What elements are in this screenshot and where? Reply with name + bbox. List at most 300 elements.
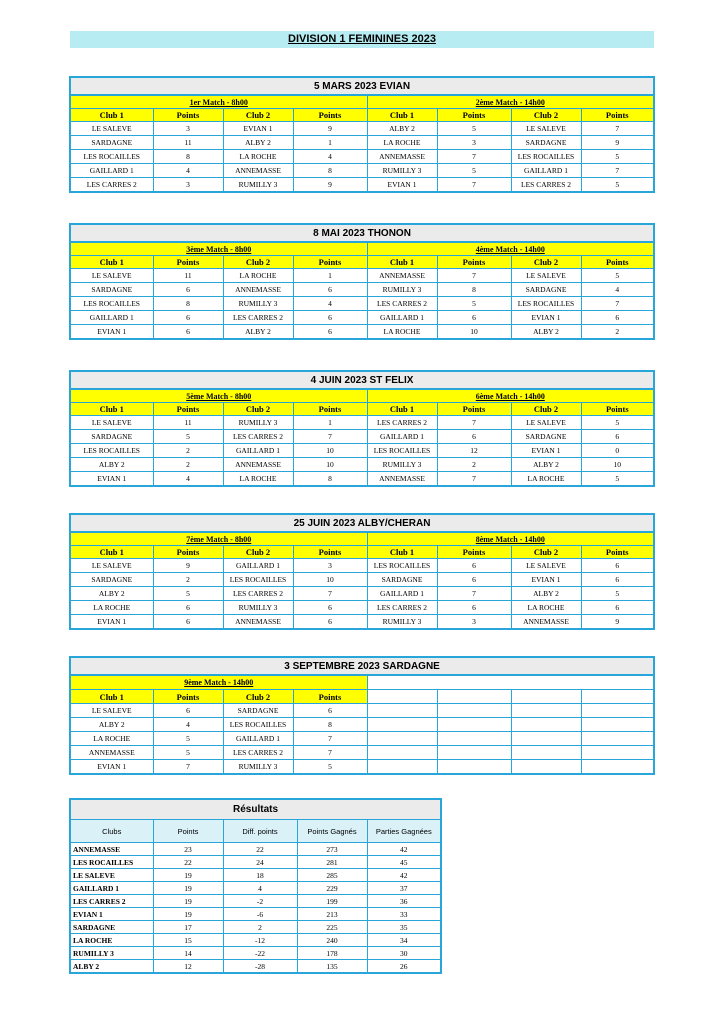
club-cell: ANNEMASSE (511, 615, 581, 630)
club-cell: LES CARRES 2 (223, 311, 293, 325)
results-title: Résultats (70, 799, 441, 820)
club-cell: GAILLARD 1 (367, 430, 437, 444)
points-cell: 6 (581, 573, 654, 587)
club-cell: RUMILLY 3 (223, 760, 293, 775)
points-cell: 6 (153, 283, 223, 297)
points-cell: 6 (581, 559, 654, 573)
club-cell: LES ROCAILLES (511, 150, 581, 164)
column-header: Points (581, 403, 654, 416)
match-row (70, 732, 654, 746)
club-cell: GAILLARD 1 (223, 444, 293, 458)
points-cell: 6 (293, 615, 367, 630)
points-cell: 1 (293, 416, 367, 430)
club-cell: ALBY 2 (223, 325, 293, 340)
points-cell: 7 (437, 269, 511, 283)
points-cell: 5 (437, 297, 511, 311)
points-cell: 10 (581, 458, 654, 472)
club-cell (367, 760, 437, 775)
points-cell: 5 (581, 416, 654, 430)
points-cell: 6 (153, 311, 223, 325)
club-cell: EVIAN 1 (511, 311, 581, 325)
results-value: 42 (367, 843, 441, 856)
column-header: Club 2 (223, 256, 293, 269)
club-cell: LES ROCAILLES (367, 559, 437, 573)
match-title: 9ème Match - 14h00 (70, 675, 367, 690)
club-cell: GAILLARD 1 (70, 164, 153, 178)
match-title: 2ème Match - 14h00 (367, 95, 654, 109)
club-cell (367, 732, 437, 746)
match-row (70, 269, 654, 283)
club-cell: LA ROCHE (70, 732, 153, 746)
round-date-header: 4 JUIN 2023 ST FELIX (70, 371, 654, 389)
results-value: 22 (153, 856, 223, 869)
results-value: 17 (153, 921, 223, 934)
column-header: Points (153, 690, 223, 704)
points-cell: 6 (437, 311, 511, 325)
points-cell: 10 (293, 458, 367, 472)
results-row (70, 895, 441, 908)
results-value: 2 (223, 921, 297, 934)
club-cell (367, 746, 437, 760)
club-cell (511, 718, 581, 732)
column-header: Points (153, 546, 223, 559)
points-cell: 6 (293, 283, 367, 297)
match-title: 7ème Match - 8h00 (70, 532, 367, 546)
points-cell: 8 (437, 283, 511, 297)
points-cell: 6 (581, 601, 654, 615)
results-row (70, 960, 441, 974)
club-cell: EVIAN 1 (511, 573, 581, 587)
points-cell: 6 (153, 704, 223, 718)
club-cell: RUMILLY 3 (223, 416, 293, 430)
club-cell: GAILLARD 1 (223, 732, 293, 746)
club-cell: ALBY 2 (70, 718, 153, 732)
results-value: 26 (367, 960, 441, 974)
points-cell: 5 (437, 122, 511, 136)
points-cell: 7 (437, 587, 511, 601)
points-cell: 7 (437, 416, 511, 430)
club-cell: LES ROCAILLES (511, 297, 581, 311)
club-cell: SARDAGNE (511, 136, 581, 150)
points-cell: 6 (437, 559, 511, 573)
match-row (70, 444, 654, 458)
club-cell: ANNEMASSE (223, 283, 293, 297)
points-cell: 3 (437, 136, 511, 150)
points-cell: 7 (293, 430, 367, 444)
club-cell: LES CARRES 2 (367, 297, 437, 311)
club-cell: SARDAGNE (70, 430, 153, 444)
results-club: RUMILLY 3 (70, 947, 153, 960)
club-cell: SARDAGNE (70, 573, 153, 587)
column-header: Points (293, 109, 367, 122)
club-cell: RUMILLY 3 (223, 297, 293, 311)
match-row (70, 601, 654, 615)
club-cell (511, 704, 581, 718)
club-cell: GAILLARD 1 (70, 311, 153, 325)
results-club: ANNEMASSE (70, 843, 153, 856)
points-cell: 6 (153, 601, 223, 615)
club-cell: LE SALEVE (511, 416, 581, 430)
results-row (70, 856, 441, 869)
points-cell: 8 (293, 164, 367, 178)
club-cell: LES ROCAILLES (223, 718, 293, 732)
column-header: Club 2 (223, 109, 293, 122)
club-cell: SARDAGNE (511, 430, 581, 444)
column-header: Points (437, 109, 511, 122)
club-cell: RUMILLY 3 (223, 601, 293, 615)
column-header: Club 1 (70, 256, 153, 269)
club-cell: LES CARRES 2 (511, 178, 581, 193)
points-cell: 8 (153, 150, 223, 164)
club-cell: GAILLARD 1 (367, 311, 437, 325)
points-cell: 1 (293, 136, 367, 150)
column-header: Club 1 (70, 403, 153, 416)
points-cell: 10 (293, 444, 367, 458)
column-header: Club 2 (223, 546, 293, 559)
column-header: Points (437, 403, 511, 416)
club-cell: SARDAGNE (70, 283, 153, 297)
column-header: Club 1 (367, 546, 437, 559)
match-row (70, 122, 654, 136)
points-cell: 4 (581, 283, 654, 297)
match-row (70, 150, 654, 164)
column-header: Points (581, 546, 654, 559)
round-date-header: 5 MARS 2023 EVIAN (70, 77, 654, 95)
points-cell: 7 (293, 587, 367, 601)
results-row (70, 921, 441, 934)
match-row (70, 164, 654, 178)
round-date-header: 25 JUIN 2023 ALBY/CHERAN (70, 514, 654, 532)
club-cell: LES CARRES 2 (223, 587, 293, 601)
points-cell: 5 (293, 760, 367, 775)
club-cell: LES ROCAILLES (223, 573, 293, 587)
results-value: 30 (367, 947, 441, 960)
club-cell: SARDAGNE (223, 704, 293, 718)
club-cell: ALBY 2 (511, 587, 581, 601)
column-header: Points (437, 546, 511, 559)
column-header: Points (153, 109, 223, 122)
match-row (70, 573, 654, 587)
points-cell: 6 (293, 325, 367, 340)
match-title: 4ème Match - 14h00 (367, 242, 654, 256)
match-row (70, 718, 654, 732)
points-cell (437, 760, 511, 775)
match-row (70, 615, 654, 630)
club-cell: LES CARRES 2 (367, 601, 437, 615)
club-cell: LE SALEVE (511, 122, 581, 136)
results-value: 273 (297, 843, 367, 856)
results-value: 12 (153, 960, 223, 974)
column-header: Points (293, 690, 367, 704)
results-value: 4 (223, 882, 297, 895)
match-title: 1er Match - 8h00 (70, 95, 367, 109)
match-row (70, 178, 654, 193)
results-value: 33 (367, 908, 441, 921)
points-cell: 3 (437, 615, 511, 630)
club-cell: SARDAGNE (511, 283, 581, 297)
match-row (70, 760, 654, 775)
match-row (70, 559, 654, 573)
club-cell: LES CARRES 2 (70, 178, 153, 193)
match-title (367, 675, 654, 690)
points-cell: 5 (581, 178, 654, 193)
results-value: 178 (297, 947, 367, 960)
club-cell: LES ROCAILLES (367, 444, 437, 458)
results-club: SARDAGNE (70, 921, 153, 934)
points-cell: 6 (437, 601, 511, 615)
points-cell: 2 (153, 573, 223, 587)
results-block (69, 798, 440, 974)
points-cell: 11 (153, 416, 223, 430)
empty-cell (437, 690, 511, 704)
club-cell (367, 704, 437, 718)
club-cell: ALBY 2 (70, 458, 153, 472)
club-cell: EVIAN 1 (70, 325, 153, 340)
club-cell (367, 718, 437, 732)
results-value: 19 (153, 908, 223, 921)
club-cell: LES CARRES 2 (223, 430, 293, 444)
column-header: Club 1 (70, 546, 153, 559)
points-cell: 6 (437, 430, 511, 444)
results-club: ALBY 2 (70, 960, 153, 974)
club-cell: RUMILLY 3 (367, 164, 437, 178)
points-cell: 5 (437, 164, 511, 178)
points-cell: 6 (581, 430, 654, 444)
club-cell: LES CARRES 2 (367, 416, 437, 430)
points-cell: 4 (293, 150, 367, 164)
results-value: 19 (153, 895, 223, 908)
club-cell: EVIAN 1 (70, 472, 153, 487)
club-cell: EVIAN 1 (70, 615, 153, 630)
empty-cell (511, 690, 581, 704)
results-value: 42 (367, 869, 441, 882)
points-cell: 6 (437, 573, 511, 587)
club-cell: ANNEMASSE (223, 164, 293, 178)
points-cell: 6 (153, 325, 223, 340)
club-cell: GAILLARD 1 (367, 587, 437, 601)
results-value: -22 (223, 947, 297, 960)
results-value: 22 (223, 843, 297, 856)
points-cell: 5 (153, 746, 223, 760)
round-block (69, 513, 653, 630)
results-row (70, 869, 441, 882)
results-value: 281 (297, 856, 367, 869)
points-cell (581, 718, 654, 732)
match-row (70, 458, 654, 472)
results-row (70, 882, 441, 895)
column-header: Club 1 (367, 109, 437, 122)
points-cell: 7 (581, 297, 654, 311)
points-cell: 10 (437, 325, 511, 340)
club-cell: LES ROCAILLES (70, 297, 153, 311)
column-header: Points (581, 256, 654, 269)
results-value: 37 (367, 882, 441, 895)
empty-cell (581, 690, 654, 704)
column-header: Club 2 (511, 256, 581, 269)
results-value: 24 (223, 856, 297, 869)
club-cell: LA ROCHE (367, 136, 437, 150)
round-block (69, 223, 653, 340)
results-value: 19 (153, 882, 223, 895)
points-cell: 3 (153, 122, 223, 136)
club-cell: LA ROCHE (223, 269, 293, 283)
round-block (69, 656, 653, 775)
club-cell: LE SALEVE (70, 269, 153, 283)
club-cell: LA ROCHE (367, 325, 437, 340)
points-cell: 8 (153, 297, 223, 311)
club-cell: ANNEMASSE (367, 472, 437, 487)
match-row (70, 283, 654, 297)
results-value: -12 (223, 934, 297, 947)
results-row (70, 934, 441, 947)
points-cell: 12 (437, 444, 511, 458)
points-cell: 7 (293, 732, 367, 746)
results-value: 36 (367, 895, 441, 908)
points-cell: 3 (293, 559, 367, 573)
column-header: Points (293, 403, 367, 416)
page-title: DIVISION 1 FEMININES 2023 (70, 31, 654, 48)
match-row (70, 587, 654, 601)
points-cell: 8 (293, 472, 367, 487)
points-cell: 7 (153, 760, 223, 775)
results-club: LES ROCAILLES (70, 856, 153, 869)
club-cell: ALBY 2 (511, 325, 581, 340)
results-value: 14 (153, 947, 223, 960)
results-club: LA ROCHE (70, 934, 153, 947)
club-cell: ALBY 2 (367, 122, 437, 136)
results-value: 285 (297, 869, 367, 882)
points-cell: 2 (437, 458, 511, 472)
club-cell: RUMILLY 3 (367, 615, 437, 630)
club-cell: LES CARRES 2 (223, 746, 293, 760)
club-cell: LE SALEVE (70, 559, 153, 573)
club-cell: ANNEMASSE (223, 615, 293, 630)
points-cell: 6 (293, 601, 367, 615)
results-row (70, 947, 441, 960)
club-cell: LES ROCAILLES (70, 150, 153, 164)
points-cell: 6 (153, 615, 223, 630)
match-row (70, 416, 654, 430)
points-cell (581, 746, 654, 760)
points-cell: 4 (153, 718, 223, 732)
points-cell (437, 704, 511, 718)
results-club: EVIAN 1 (70, 908, 153, 921)
column-header: Club 2 (511, 403, 581, 416)
club-cell: LE SALEVE (70, 416, 153, 430)
club-cell: EVIAN 1 (367, 178, 437, 193)
column-header: Club 2 (511, 546, 581, 559)
points-cell: 7 (437, 178, 511, 193)
column-header: Club 1 (70, 109, 153, 122)
results-club: LES CARRES 2 (70, 895, 153, 908)
points-cell: 7 (293, 746, 367, 760)
match-row (70, 746, 654, 760)
round-date-header: 8 MAI 2023 THONON (70, 224, 654, 242)
club-cell: LA ROCHE (511, 601, 581, 615)
match-row (70, 325, 654, 340)
club-cell: GAILLARD 1 (511, 164, 581, 178)
points-cell: 11 (153, 269, 223, 283)
points-cell (437, 732, 511, 746)
results-value: 23 (153, 843, 223, 856)
results-value: -2 (223, 895, 297, 908)
column-header: Club 2 (223, 403, 293, 416)
club-cell: SARDAGNE (70, 136, 153, 150)
match-row (70, 297, 654, 311)
points-cell: 3 (153, 178, 223, 193)
results-value: -6 (223, 908, 297, 921)
points-cell (437, 718, 511, 732)
match-title: 5ème Match - 8h00 (70, 389, 367, 403)
round-block (69, 370, 653, 487)
club-cell: RUMILLY 3 (367, 458, 437, 472)
club-cell: LE SALEVE (70, 122, 153, 136)
results-value: 213 (297, 908, 367, 921)
points-cell: 6 (293, 704, 367, 718)
results-row (70, 843, 441, 856)
round-block (69, 76, 653, 193)
empty-cell (367, 690, 437, 704)
club-cell (511, 746, 581, 760)
points-cell: 8 (293, 718, 367, 732)
points-cell (581, 760, 654, 775)
club-cell: RUMILLY 3 (367, 283, 437, 297)
club-cell: ANNEMASSE (223, 458, 293, 472)
match-row (70, 704, 654, 718)
club-cell: EVIAN 1 (223, 122, 293, 136)
column-header: Club 1 (70, 690, 153, 704)
points-cell: 5 (581, 269, 654, 283)
club-cell: LE SALEVE (70, 704, 153, 718)
results-value: 225 (297, 921, 367, 934)
club-cell: ALBY 2 (70, 587, 153, 601)
points-cell: 5 (153, 587, 223, 601)
points-cell (581, 732, 654, 746)
points-cell: 9 (581, 615, 654, 630)
points-cell: 11 (153, 136, 223, 150)
match-title: 8ème Match - 14h00 (367, 532, 654, 546)
points-cell: 9 (581, 136, 654, 150)
results-column-header: Clubs (70, 820, 153, 843)
club-cell: SARDAGNE (367, 573, 437, 587)
results-value: 15 (153, 934, 223, 947)
points-cell: 2 (153, 458, 223, 472)
results-value: 19 (153, 869, 223, 882)
points-cell: 1 (293, 269, 367, 283)
club-cell: GAILLARD 1 (223, 559, 293, 573)
points-cell: 7 (581, 122, 654, 136)
results-club: GAILLARD 1 (70, 882, 153, 895)
club-cell (511, 760, 581, 775)
results-value: 199 (297, 895, 367, 908)
club-cell: LA ROCHE (223, 472, 293, 487)
round-date-header: 3 SEPTEMBRE 2023 SARDAGNE (70, 657, 654, 675)
column-header: Club 2 (223, 690, 293, 704)
column-header: Points (437, 256, 511, 269)
club-cell: LES ROCAILLES (70, 444, 153, 458)
results-column-header: Points Gagnés (297, 820, 367, 843)
results-value: 34 (367, 934, 441, 947)
points-cell: 10 (293, 573, 367, 587)
club-cell: ANNEMASSE (70, 746, 153, 760)
points-cell: 7 (437, 472, 511, 487)
points-cell: 6 (581, 311, 654, 325)
column-header: Club 1 (367, 256, 437, 269)
points-cell: 4 (293, 297, 367, 311)
club-cell: ANNEMASSE (367, 269, 437, 283)
results-club: LE SALEVE (70, 869, 153, 882)
club-cell: EVIAN 1 (70, 760, 153, 775)
